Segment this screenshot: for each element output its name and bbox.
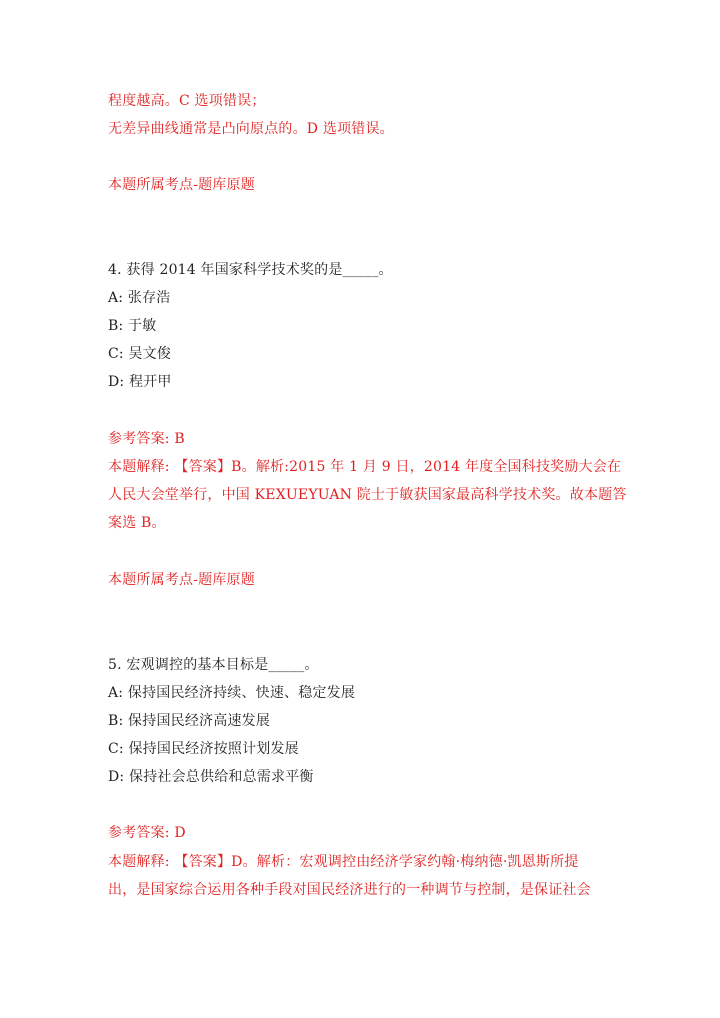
- answer-option: D: 保持社会总供给和总需求平衡: [108, 769, 314, 785]
- explanation-continuation-line: 无差异曲线通常是凸向原点的。D 选项错误。: [108, 121, 394, 137]
- explanation-continuation-line: 程度越高。C 选项错误；: [108, 93, 266, 109]
- question-source-note: 本题所属考点-题库原题: [108, 177, 255, 193]
- answer-option: D: 程开甲: [108, 374, 172, 390]
- explanation-line: 案选 B。: [108, 515, 166, 531]
- question-source-note: 本题所属考点-题库原题: [108, 572, 255, 588]
- explanation-line: 本题解释: 【答案】B。解析:2015 年 1 月 9 日，2014 年度全国科技奖励大会在: [108, 459, 622, 475]
- reference-answer: 参考答案: B: [108, 431, 185, 447]
- explanation-line: 本题解释: 【答案】D。解析：宏观调控由经济学家约翰·梅纳德·凯恩斯所提: [108, 854, 579, 870]
- answer-option: A: 保持国民经济持续、快速、稳定发展: [108, 685, 356, 701]
- explanation-line: 出，是国家综合运用各种手段对国民经济进行的一种调节与控制，是保证社会: [108, 882, 591, 898]
- question-stem: 5. 宏观调控的基本目标是_____。: [108, 657, 319, 673]
- answer-option: A: 张存浩: [108, 290, 171, 306]
- question-stem: 4. 获得 2014 年国家科学技术奖的是_____。: [108, 262, 393, 278]
- explanation-line: 人民大会堂举行，中国 KEXUEYUAN 院士于敏获国家最高科学技术奖。故本题答: [108, 487, 627, 503]
- answer-option: B: 于敏: [108, 318, 157, 334]
- answer-option: C: 保持国民经济按照计划发展: [108, 741, 299, 757]
- answer-option: B: 保持国民经济高速发展: [108, 713, 271, 729]
- answer-option: C: 吴文俊: [108, 346, 172, 362]
- reference-answer: 参考答案: D: [108, 825, 186, 841]
